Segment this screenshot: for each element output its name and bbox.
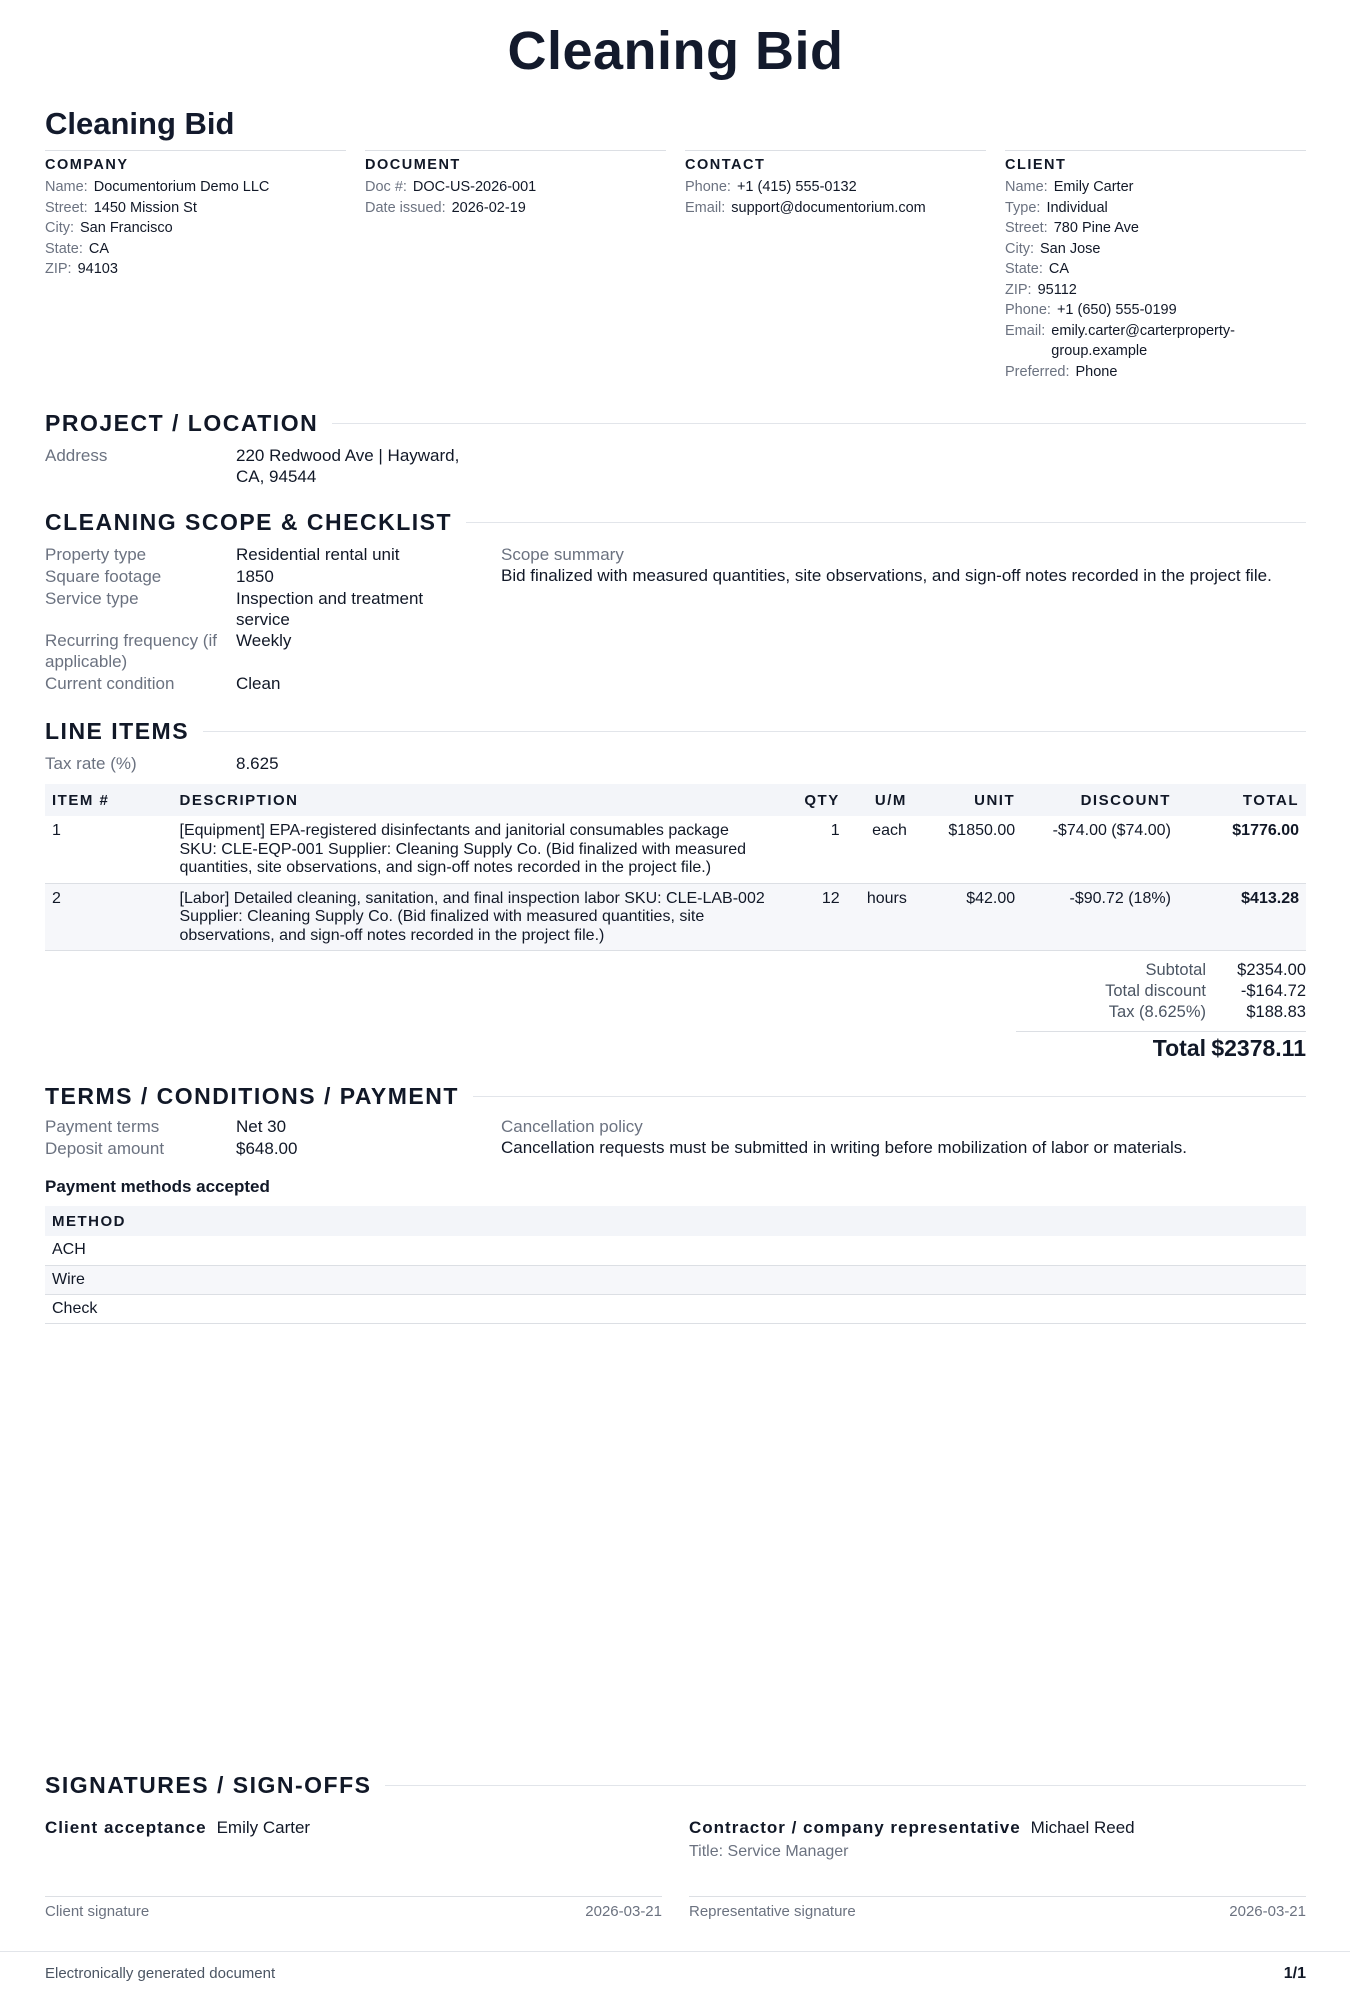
field-label: Email: <box>1005 322 1046 339</box>
field-label: Deposit amount <box>45 1139 165 1158</box>
section-rule <box>332 423 1306 424</box>
client-acceptance-name: Emily Carter <box>216 1818 311 1837</box>
document-title: Cleaning Bid <box>45 106 235 141</box>
contact-heading: CONTACT <box>685 157 766 173</box>
payment-methods-title: Payment methods accepted <box>45 1177 270 1196</box>
scope-section-header <box>45 509 1306 536</box>
field-label: State: <box>1005 261 1043 277</box>
representative-name: Michael Reed <box>1030 1818 1135 1837</box>
square-footage-field <box>45 566 545 587</box>
company-street-row <box>45 198 346 219</box>
total-discount-row <box>1016 981 1306 1002</box>
cell-um: hours <box>847 883 914 951</box>
field-value: 780 Pine Ave <box>1053 220 1139 236</box>
section-rule <box>466 522 1306 523</box>
method-cell: ACH <box>45 1236 1306 1265</box>
client-preferred-row <box>1005 362 1306 383</box>
field-value: 95112 <box>1037 281 1077 298</box>
field-label: Current condition <box>45 674 175 693</box>
total-discount-label: Total discount <box>1105 982 1206 1000</box>
client-acceptance <box>45 1818 310 1838</box>
method-cell: Check <box>45 1294 1306 1323</box>
company-block <box>45 150 346 382</box>
field-label: Service type <box>45 589 139 608</box>
field-value: Net 30 <box>236 1117 287 1136</box>
section-title: CLEANING SCOPE & CHECKLIST <box>45 509 453 535</box>
client-type-row <box>1005 198 1306 219</box>
cell-qty: 1 <box>773 816 846 883</box>
client-acceptance-label: Client acceptance <box>45 1818 207 1837</box>
section-rule <box>385 1785 1306 1786</box>
tax-value: $188.83 <box>1246 1003 1306 1021</box>
field-label: Preferred: <box>1005 363 1070 380</box>
section-title: SIGNATURES / SIGN-OFFS <box>45 1772 372 1798</box>
info-columns <box>45 150 1306 382</box>
client-signature-date: 2026-03-21 <box>585 1903 662 1920</box>
field-label: Street: <box>45 199 88 216</box>
footer-rule <box>0 1951 1350 1952</box>
doc-number-row <box>365 177 666 198</box>
client-city-row <box>1005 239 1306 260</box>
client-email-row <box>1005 321 1306 362</box>
payment-terms-field <box>45 1116 545 1137</box>
table-header-row <box>45 1206 1306 1236</box>
client-heading: CLIENT <box>1005 157 1067 173</box>
subtotal-label: Subtotal <box>1145 961 1206 979</box>
section-title: TERMS / CONDITIONS / PAYMENT <box>45 1083 459 1109</box>
field-label: Property type <box>45 545 147 564</box>
cell-description: [Equipment] EPA-registered disinfectants and janitorial consumables package SKU: CLE-EQP-001 Supplier: Cleaning Supply Co. (Bid finalized with measured quantities, site observations, and sign-off notes recorded in the project file.) <box>173 816 774 883</box>
field-value: Weekly <box>236 631 292 650</box>
client-state-row <box>1005 259 1306 280</box>
field-value: $648.00 <box>236 1139 298 1158</box>
field-value: San Francisco <box>80 220 173 236</box>
cell-qty: 12 <box>773 883 846 951</box>
field-value: emily.carter@carterproperty-group.example <box>1051 322 1235 359</box>
total-discount-value: -$164.72 <box>1240 982 1306 1000</box>
field-value: 8.625 <box>236 754 279 773</box>
footer-note: Electronically generated document <box>45 1965 276 1982</box>
field-value: Bid finalized with measured quantities, site observations, and sign-off notes recorded in the project file. <box>501 566 1272 585</box>
document-heading: DOCUMENT <box>365 157 461 173</box>
field-value: CA <box>1048 261 1070 277</box>
col-unit: UNIT <box>914 784 1022 816</box>
document-page <box>45 0 1306 2000</box>
field-label: State: <box>45 240 83 257</box>
field-label: Square footage <box>45 567 162 586</box>
field-value: Inspection and treatment service <box>236 589 424 629</box>
section-rule <box>473 1096 1306 1097</box>
field-label: Street: <box>1005 220 1048 236</box>
table-row <box>45 883 1306 951</box>
table-row <box>45 1294 1306 1323</box>
cell-total: $413.28 <box>1178 883 1306 951</box>
subtotal-value: $2354.00 <box>1237 961 1306 979</box>
col-method: METHOD <box>45 1206 1306 1236</box>
project-section-header <box>45 410 1306 437</box>
cell-unit: $42.00 <box>914 883 1022 951</box>
page-number: 1/1 <box>1283 1965 1306 1982</box>
cell-item: 1 <box>45 816 173 883</box>
field-value: 1450 Mission St <box>93 199 197 216</box>
section-title: PROJECT / LOCATION <box>45 410 319 436</box>
current-condition-field <box>45 673 545 694</box>
line-items-section-header <box>45 718 1306 745</box>
field-label: Type: <box>1005 199 1041 216</box>
service-type-field <box>45 588 545 630</box>
address-field <box>45 445 545 490</box>
client-name-row <box>1005 177 1306 198</box>
field-label: Phone: <box>685 179 731 195</box>
company-city-row <box>45 218 346 239</box>
date-issued-row <box>365 198 666 219</box>
field-label: Date issued: <box>365 199 446 216</box>
client-block <box>1005 150 1306 382</box>
table-row <box>45 816 1306 883</box>
col-um: U/M <box>847 784 914 816</box>
cancellation-policy-field <box>501 1116 1306 1160</box>
table-row <box>45 1236 1306 1265</box>
field-label: City: <box>1005 240 1034 257</box>
field-value: 1850 <box>236 567 274 586</box>
field-label: City: <box>45 220 74 236</box>
company-zip-row <box>45 259 346 280</box>
contact-block <box>685 150 986 382</box>
page-footer <box>45 1965 1306 1983</box>
line-items-table <box>45 784 1306 951</box>
cell-discount: -$74.00 ($74.00) <box>1022 816 1178 883</box>
field-label: Name: <box>45 179 88 195</box>
client-signature-line <box>45 1896 662 1897</box>
scope-summary-field <box>501 544 1306 594</box>
client-zip-row <box>1005 280 1306 301</box>
field-value: +1 (415) 555-0132 <box>736 179 857 195</box>
cell-total: $1776.00 <box>1178 816 1306 883</box>
table-row <box>45 1265 1306 1294</box>
representative-label: Contractor / company representative <box>689 1818 1021 1837</box>
representative-signature-label: Representative signature <box>689 1903 856 1920</box>
field-label: Tax rate (%) <box>45 754 137 773</box>
field-label: ZIP: <box>1005 281 1032 298</box>
cell-item: 2 <box>45 883 173 951</box>
cell-description: [Labor] Detailed cleaning, sanitation, and final inspection labor SKU: CLE-LAB-002 Supplier: Cleaning Supply Co. (Bid finalized with measured quantities, site observations, and sign-off notes recorded in the project file.) <box>173 883 774 951</box>
representative-signature-footer <box>689 1903 1306 1920</box>
col-discount: DISCOUNT <box>1022 784 1178 816</box>
cell-unit: $1850.00 <box>914 816 1022 883</box>
field-label: Doc #: <box>365 179 407 195</box>
field-label: Address <box>45 446 108 465</box>
field-value: 220 Redwood Ave | Hayward, CA, 94544 <box>236 446 460 486</box>
field-label: Email: <box>685 199 726 216</box>
recurring-frequency-field <box>45 630 545 672</box>
payment-methods-table <box>45 1206 1306 1324</box>
field-value: Phone <box>1075 363 1118 380</box>
field-label: Phone: <box>1005 302 1051 318</box>
contact-phone-row <box>685 177 986 198</box>
field-value: Emily Carter <box>1053 179 1134 195</box>
tax-label: Tax (8.625%) <box>1108 1003 1206 1021</box>
field-value: Residential rental unit <box>236 545 400 564</box>
totals-block <box>1016 960 1306 1059</box>
contact-email-row <box>685 198 986 219</box>
field-value: 2026-02-19 <box>451 199 526 216</box>
field-value: +1 (650) 555-0199 <box>1056 302 1177 318</box>
field-label: Payment terms <box>45 1117 160 1136</box>
table-header-row <box>45 784 1306 816</box>
field-label: ZIP: <box>45 261 72 277</box>
grand-total-label: Total <box>1152 1035 1206 1061</box>
main-title: Cleaning Bid <box>507 21 844 81</box>
field-value: DOC-US-2026-001 <box>412 179 537 195</box>
field-value: 94103 <box>77 261 118 277</box>
subtotal-row <box>1016 960 1306 981</box>
field-value: CA <box>88 240 110 257</box>
field-value: Documentorium Demo LLC <box>93 179 270 195</box>
terms-section-header <box>45 1083 1306 1110</box>
section-title: LINE ITEMS <box>45 718 190 744</box>
representative-title: Title: Service Manager <box>689 1843 849 1860</box>
col-item: ITEM # <box>45 784 173 816</box>
cell-um: each <box>847 816 914 883</box>
section-rule <box>203 731 1306 732</box>
representative-signature-date: 2026-03-21 <box>1229 1903 1306 1920</box>
client-street-row <box>1005 218 1306 239</box>
col-description: DESCRIPTION <box>173 784 774 816</box>
field-value: support@documentorium.com <box>731 199 926 216</box>
deposit-amount-field <box>45 1138 545 1159</box>
representative-signature-line <box>689 1896 1306 1897</box>
cell-discount: -$90.72 (18%) <box>1022 883 1178 951</box>
client-signature-footer <box>45 1903 662 1920</box>
col-total: TOTAL <box>1178 784 1306 816</box>
grand-total-value: $2378.11 <box>1211 1035 1306 1061</box>
field-label: Scope summary <box>501 545 624 564</box>
tax-rate-field <box>45 753 545 774</box>
col-qty: QTY <box>773 784 846 816</box>
company-name-row <box>45 177 346 198</box>
field-label: Cancellation policy <box>501 1117 643 1136</box>
tax-row <box>1016 1002 1306 1023</box>
grand-total-row <box>1016 1031 1306 1059</box>
document-block <box>365 150 666 382</box>
field-label: Name: <box>1005 179 1048 195</box>
field-value: Individual <box>1046 199 1108 216</box>
client-phone-row <box>1005 300 1306 321</box>
field-value: San Jose <box>1040 240 1101 257</box>
field-value: Cancellation requests must be submitted in writing before mobilization of labor or materials. <box>501 1138 1187 1157</box>
property-type-field <box>45 544 545 565</box>
company-state-row <box>45 239 346 260</box>
contractor-representative <box>689 1818 1135 1838</box>
field-label: Recurring frequency (if applicable) <box>45 631 217 671</box>
company-heading: COMPANY <box>45 157 129 173</box>
signatures-section-header <box>45 1772 1306 1799</box>
field-value: Clean <box>236 674 281 693</box>
method-cell: Wire <box>45 1265 1306 1294</box>
client-signature-label: Client signature <box>45 1903 150 1920</box>
